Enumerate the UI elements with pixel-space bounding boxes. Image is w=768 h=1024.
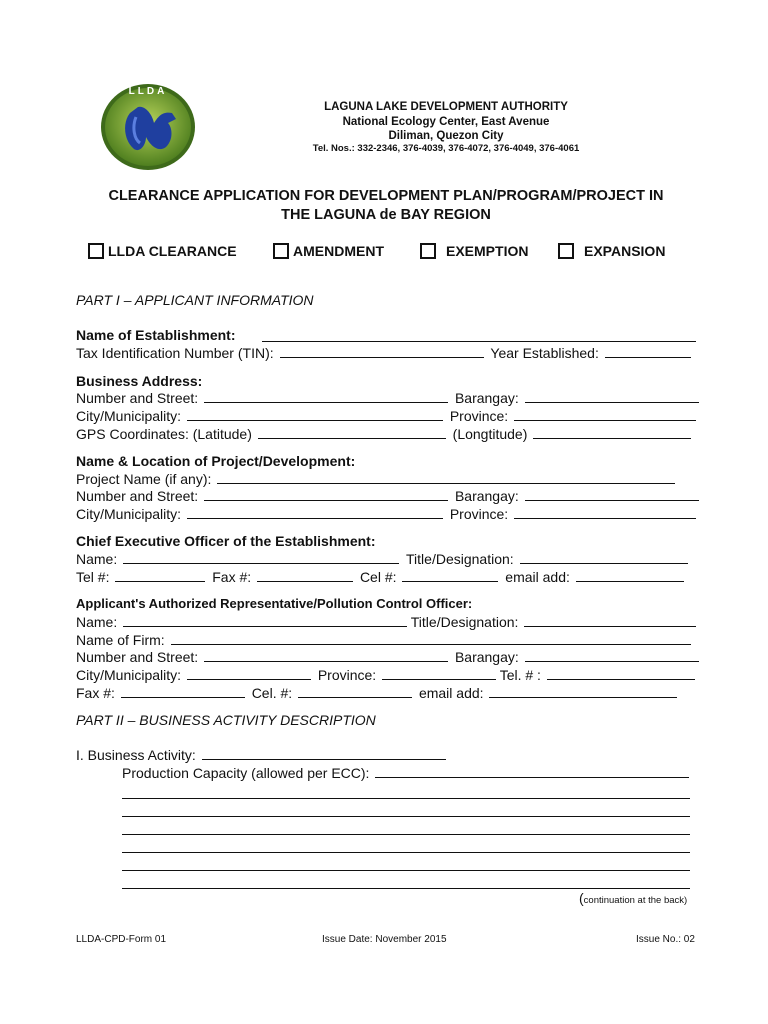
checkbox-llda-clearance[interactable] (88, 241, 237, 261)
number-street-field[interactable] (204, 389, 448, 403)
checkbox-box[interactable] (273, 243, 289, 259)
province-label: Province: (449, 408, 509, 424)
number-street-field[interactable] (204, 648, 448, 662)
barangay-field[interactable] (525, 648, 699, 662)
number-street-label: Number and Street: (76, 390, 199, 406)
project-heading: Name & Location of Project/Development: (76, 453, 356, 469)
fax-field[interactable] (257, 568, 353, 582)
cel-field[interactable] (298, 684, 412, 698)
gps-latitude-label: GPS Coordinates: (Latitude) (76, 426, 252, 442)
ceo-name-row (76, 550, 688, 568)
city-field[interactable] (187, 666, 311, 680)
footer-issue-number: Issue No.: 02 (636, 934, 695, 945)
tin-field[interactable] (280, 344, 484, 358)
fax-field[interactable] (121, 684, 245, 698)
rep-contact-row (76, 684, 677, 702)
org-address-1: National Ecology Center, East Avenue (342, 116, 550, 128)
name-of-firm-row (76, 631, 691, 649)
tel-field[interactable] (115, 568, 205, 582)
project-name-field[interactable] (217, 470, 675, 484)
province-label: Province: (317, 667, 377, 683)
gps-longitude-label: (Longtitude) (452, 426, 528, 442)
continuation-text: continuation at the back) (583, 895, 688, 906)
form-title-line-2: THE LAGUNA de BAY REGION (281, 207, 491, 223)
description-line[interactable] (122, 869, 690, 871)
business-activity-field[interactable] (202, 746, 446, 760)
checkbox-label: EXPANSION (584, 243, 666, 259)
ceo-name-field[interactable] (123, 550, 399, 564)
project-name-label: Project Name (if any): (76, 471, 212, 487)
project-city-row (76, 505, 696, 523)
city-label: City/Municipality: (76, 408, 182, 424)
barangay-label: Barangay: (454, 488, 519, 504)
footer-issue-date: Issue Date: November 2015 (322, 934, 447, 945)
province-field[interactable] (514, 407, 696, 421)
form-title-line-1: CLEARANCE APPLICATION FOR DEVELOPMENT PLAN/PROGRAM/PROJECT IN (108, 188, 664, 204)
checkbox-exemption[interactable] (420, 241, 528, 261)
city-field[interactable] (187, 505, 443, 519)
tel-label: Tel. # : (499, 667, 541, 683)
gps-longitude-field[interactable] (533, 425, 691, 439)
description-line[interactable] (122, 797, 690, 799)
email-label: email add: (418, 685, 484, 701)
email-field[interactable] (489, 684, 677, 698)
tel-label: Tel #: (76, 569, 110, 585)
llda-logo (100, 83, 196, 171)
part-1-heading: PART I – APPLICANT INFORMATION (76, 292, 314, 308)
production-capacity-row (122, 764, 689, 782)
number-street-label: Number and Street: (76, 488, 199, 504)
number-street-field[interactable] (204, 487, 448, 501)
org-name: LAGUNA LAKE DEVELOPMENT AUTHORITY (324, 101, 568, 113)
title-designation-label: Title/Designation: (406, 551, 514, 567)
gps-row (76, 425, 691, 443)
fax-label: Fax #: (212, 569, 252, 585)
title-designation-field[interactable] (524, 613, 696, 627)
checkbox-expansion[interactable] (558, 241, 665, 261)
continuation-note (579, 890, 687, 908)
ceo-heading: Chief Executive Officer of the Establishment: (76, 533, 376, 549)
name-label: Name: (76, 551, 118, 567)
title-designation-field[interactable] (520, 550, 688, 564)
production-capacity-label: Production Capacity (allowed per ECC): (122, 765, 370, 781)
rep-city-row (76, 666, 695, 684)
description-line[interactable] (122, 833, 690, 835)
city-field[interactable] (187, 407, 443, 421)
year-established-field[interactable] (605, 344, 691, 358)
tel-field[interactable] (547, 666, 695, 680)
project-name-row (76, 470, 675, 488)
year-established-label: Year Established: (490, 345, 599, 361)
ceo-contact-row (76, 568, 684, 586)
province-field[interactable] (382, 666, 496, 680)
checkbox-box[interactable] (558, 243, 574, 259)
rep-name-field[interactable] (123, 613, 407, 627)
cel-label: Cel #: (359, 569, 397, 585)
checkbox-label: EXEMPTION (446, 243, 529, 259)
rep-name-row (76, 613, 696, 631)
barangay-label: Barangay: (454, 649, 519, 665)
barangay-label: Barangay: (454, 390, 519, 406)
checkbox-label: LLDA CLEARANCE (108, 243, 237, 259)
project-street-row (76, 487, 699, 505)
description-line[interactable] (122, 815, 690, 817)
province-label: Province: (449, 506, 509, 522)
footer-form-number: LLDA-CPD-Form 01 (76, 934, 167, 945)
email-field[interactable] (576, 568, 684, 582)
org-telephone: Tel. Nos.: 332-2346, 376-4039, 376-4072, 376-4049, 376-4061 (312, 143, 580, 154)
cel-field[interactable] (402, 568, 498, 582)
checkbox-label: AMENDMENT (293, 243, 384, 259)
name-label: Name: (76, 614, 118, 630)
cel-label: Cel. #: (251, 685, 293, 701)
title-designation-label: Title/Designation: (410, 614, 519, 630)
city-label: City/Municipality: (76, 506, 182, 522)
org-address-2: Diliman, Quezon City (388, 130, 504, 142)
checkbox-amendment[interactable] (273, 241, 384, 261)
checkbox-box[interactable] (88, 243, 104, 259)
fax-label: Fax #: (76, 685, 115, 701)
email-label: email add: (505, 569, 570, 585)
name-of-firm-label: Name of Firm: (76, 632, 165, 648)
province-field[interactable] (514, 505, 696, 519)
part-2-heading: PART II – BUSINESS ACTIVITY DESCRIPTION (76, 712, 376, 728)
description-line[interactable] (122, 851, 690, 853)
checkbox-box[interactable] (420, 243, 436, 259)
city-label: City/Municipality: (76, 667, 182, 683)
business-activity-label: I. Business Activity: (76, 747, 196, 763)
logo-lettering: LLDA (128, 86, 168, 97)
business-street-row (76, 389, 699, 407)
business-city-row (76, 407, 696, 425)
rep-street-row (76, 648, 699, 666)
barangay-field[interactable] (525, 389, 699, 403)
continuation-paren: ( (579, 890, 584, 906)
name-of-firm-field[interactable] (171, 631, 691, 645)
description-line[interactable] (122, 887, 690, 889)
business-address-heading: Business Address: (76, 373, 203, 389)
tin-row (76, 344, 691, 362)
tin-label: Tax Identification Number (TIN): (76, 345, 274, 361)
production-capacity-field[interactable] (375, 764, 689, 778)
barangay-field[interactable] (525, 487, 699, 501)
name-of-establishment-field[interactable] (262, 341, 696, 342)
number-street-label: Number and Street: (76, 649, 199, 665)
name-of-establishment-label: Name of Establishment: (76, 327, 236, 343)
representative-heading: Applicant's Authorized Representative/Pollution Control Officer: (76, 596, 473, 611)
gps-latitude-field[interactable] (258, 425, 446, 439)
business-activity-row (76, 746, 446, 764)
